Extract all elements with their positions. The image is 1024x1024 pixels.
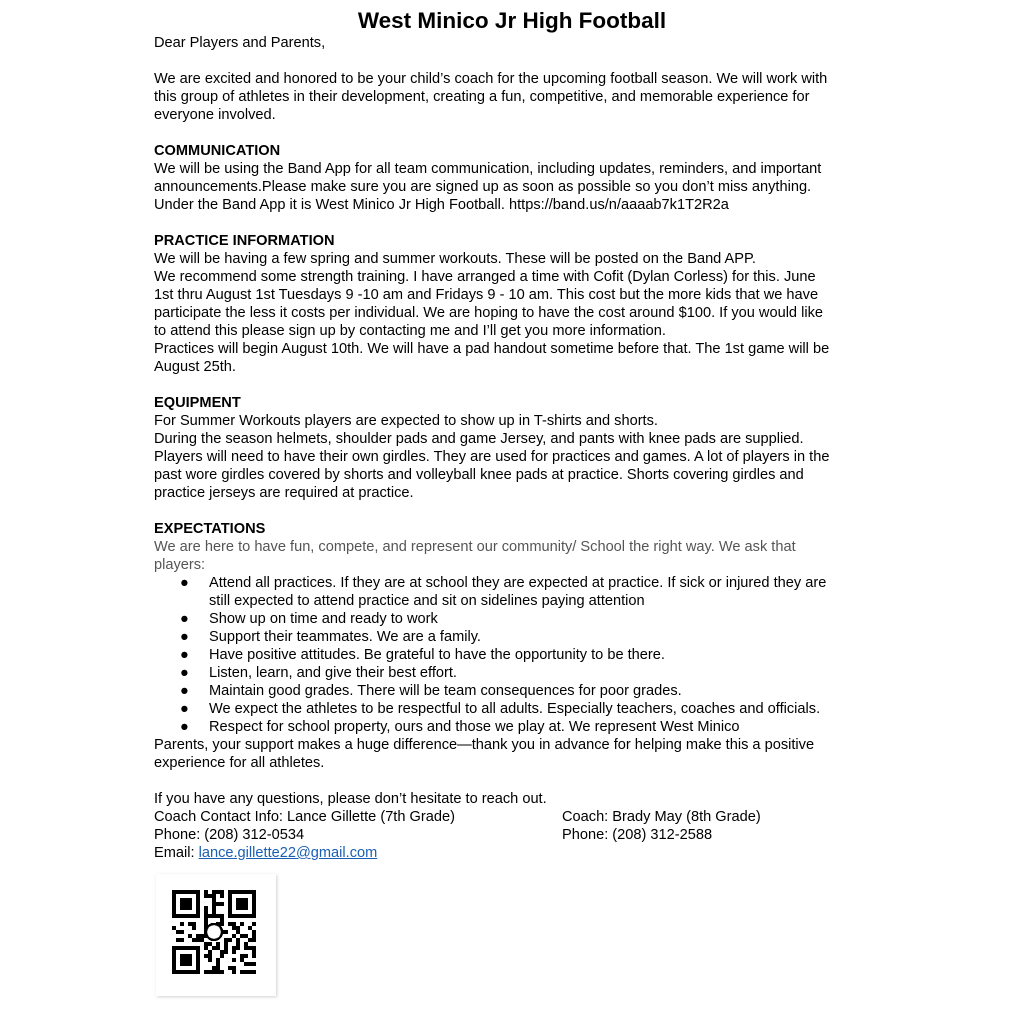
bullet-icon: ●: [180, 611, 189, 627]
equipment-line: practice jerseys are required at practice.: [154, 485, 414, 501]
practice-line: We will be having a few spring and summer workouts. These will be posted on the Band APP.: [154, 251, 756, 267]
expectations-intro-line: players:: [154, 557, 206, 573]
bullet-icon: ●: [180, 629, 189, 645]
expectation-item: ● Maintain good grades. There will be team consequences for poor grades.: [180, 683, 682, 699]
closing-line: Parents, your support makes a huge difference—thank you in advance for helping make this a positive: [154, 737, 815, 753]
coach2-info: Coach: Brady May (8th Grade): [562, 809, 761, 825]
equipment-line: Players will need to have their own girdles. They are used for practices and games. A lot of players in the: [154, 449, 830, 465]
equipment-line: past wore girdles covered by shorts and volleyball knee pads at practice. Shorts covering girdles and: [154, 467, 804, 483]
communication-line: Under the Band App it is West Minico Jr High Football. https://band.us/n/aaaab7k1T2R2a: [154, 197, 729, 213]
communication-heading: COMMUNICATION: [154, 143, 281, 159]
expectation-item: ● Show up on time and ready to work: [180, 611, 438, 627]
expectations-heading: EXPECTATIONS: [154, 521, 266, 537]
coach2-phone: Phone: (208) 312-2588: [562, 827, 713, 843]
letter-body: [154, 34, 884, 862]
bullet-icon: ●: [180, 647, 189, 663]
greeting: Dear Players and Parents,: [154, 35, 326, 51]
coach1-phone: Phone: (208) 312-0534: [154, 827, 305, 843]
expectation-item: ● We expect the athletes to be respectful to all adults. Especially teachers, coaches and officials.: [180, 701, 821, 717]
qr-code: [156, 874, 276, 996]
email-link[interactable]: lance.gillette22@gmail.com: [198, 845, 378, 861]
practice-line: 1st thru August 1st Tuesdays 9 -10 am and Fridays 9 - 10 am. This cost but the more kids that we have: [154, 287, 819, 303]
qr-code-icon: [172, 890, 256, 974]
questions-line: If you have any questions, please don’t hesitate to reach out.: [154, 791, 547, 807]
practice-line: to attend this please sign up by contacting me and I’ll get you more information.: [154, 323, 666, 339]
practice-line: We recommend some strength training. I have arranged a time with Cofit (Dylan Corless) for this. June: [154, 269, 816, 285]
communication-line: We will be using the Band App for all team communication, including updates, reminders, and important: [154, 161, 822, 177]
practice-line: August 25th.: [154, 359, 236, 375]
expectation-item: ● Listen, learn, and give their best effort.: [180, 665, 457, 681]
bullet-icon: ●: [180, 701, 189, 717]
practice-line: Practices will begin August 10th. We will have a pad handout sometime before that. The 1st game will be: [154, 341, 830, 357]
expectation-item: ● Support their teammates. We are a family.: [180, 629, 481, 645]
contact-row: [154, 808, 884, 826]
expectation-item: ● Respect for school property, ours and those we play at. We represent West Minico: [180, 719, 740, 735]
equipment-line: During the season helmets, shoulder pads and game Jersey, and pants with knee pads are supplied.: [154, 431, 804, 447]
bullet-icon: ●: [180, 575, 189, 591]
intro-line: We are excited and honored to be your child’s coach for the upcoming football season. We will work with: [154, 71, 828, 87]
phone-row: [154, 826, 884, 844]
closing-line: experience for all athletes.: [154, 755, 325, 771]
bullet-icon: ●: [180, 683, 189, 699]
practice-heading: PRACTICE INFORMATION: [154, 233, 335, 249]
expectations-intro-line: We are here to have fun, compete, and represent our community/ School the right way. We ask that: [154, 539, 796, 555]
communication-line: announcements.Please make sure you are signed up as soon as possible so you don’t miss anything.: [154, 179, 812, 195]
equipment-heading: EQUIPMENT: [154, 395, 241, 411]
expectation-item: ● Have positive attitudes. Be grateful to have the opportunity to be there.: [180, 647, 665, 663]
coach1-info: Coach Contact Info: Lance Gillette (7th Grade): [154, 809, 455, 825]
page-title: West Minico Jr High Football: [357, 8, 667, 33]
bullet-icon: ●: [180, 719, 189, 735]
email-row: [154, 844, 884, 862]
expectation-item: ● Attend all practices. If they are at school they are expected at practice. If sick or injured they are still expected to attend practice and sit on sidelines paying attention: [180, 575, 827, 609]
bullet-icon: ●: [180, 665, 189, 681]
email-label: Email:: [154, 845, 199, 861]
intro-line: everyone involved.: [154, 107, 276, 123]
practice-line: participate the less it costs per individual. We are hoping to have the cost around $100. If you would like: [154, 305, 824, 321]
intro-line: this group of athletes in their development, creating a fun, competitive, and memorable experience for: [154, 89, 810, 105]
equipment-line: For Summer Workouts players are expected to show up in T-shirts and shorts.: [154, 413, 658, 429]
